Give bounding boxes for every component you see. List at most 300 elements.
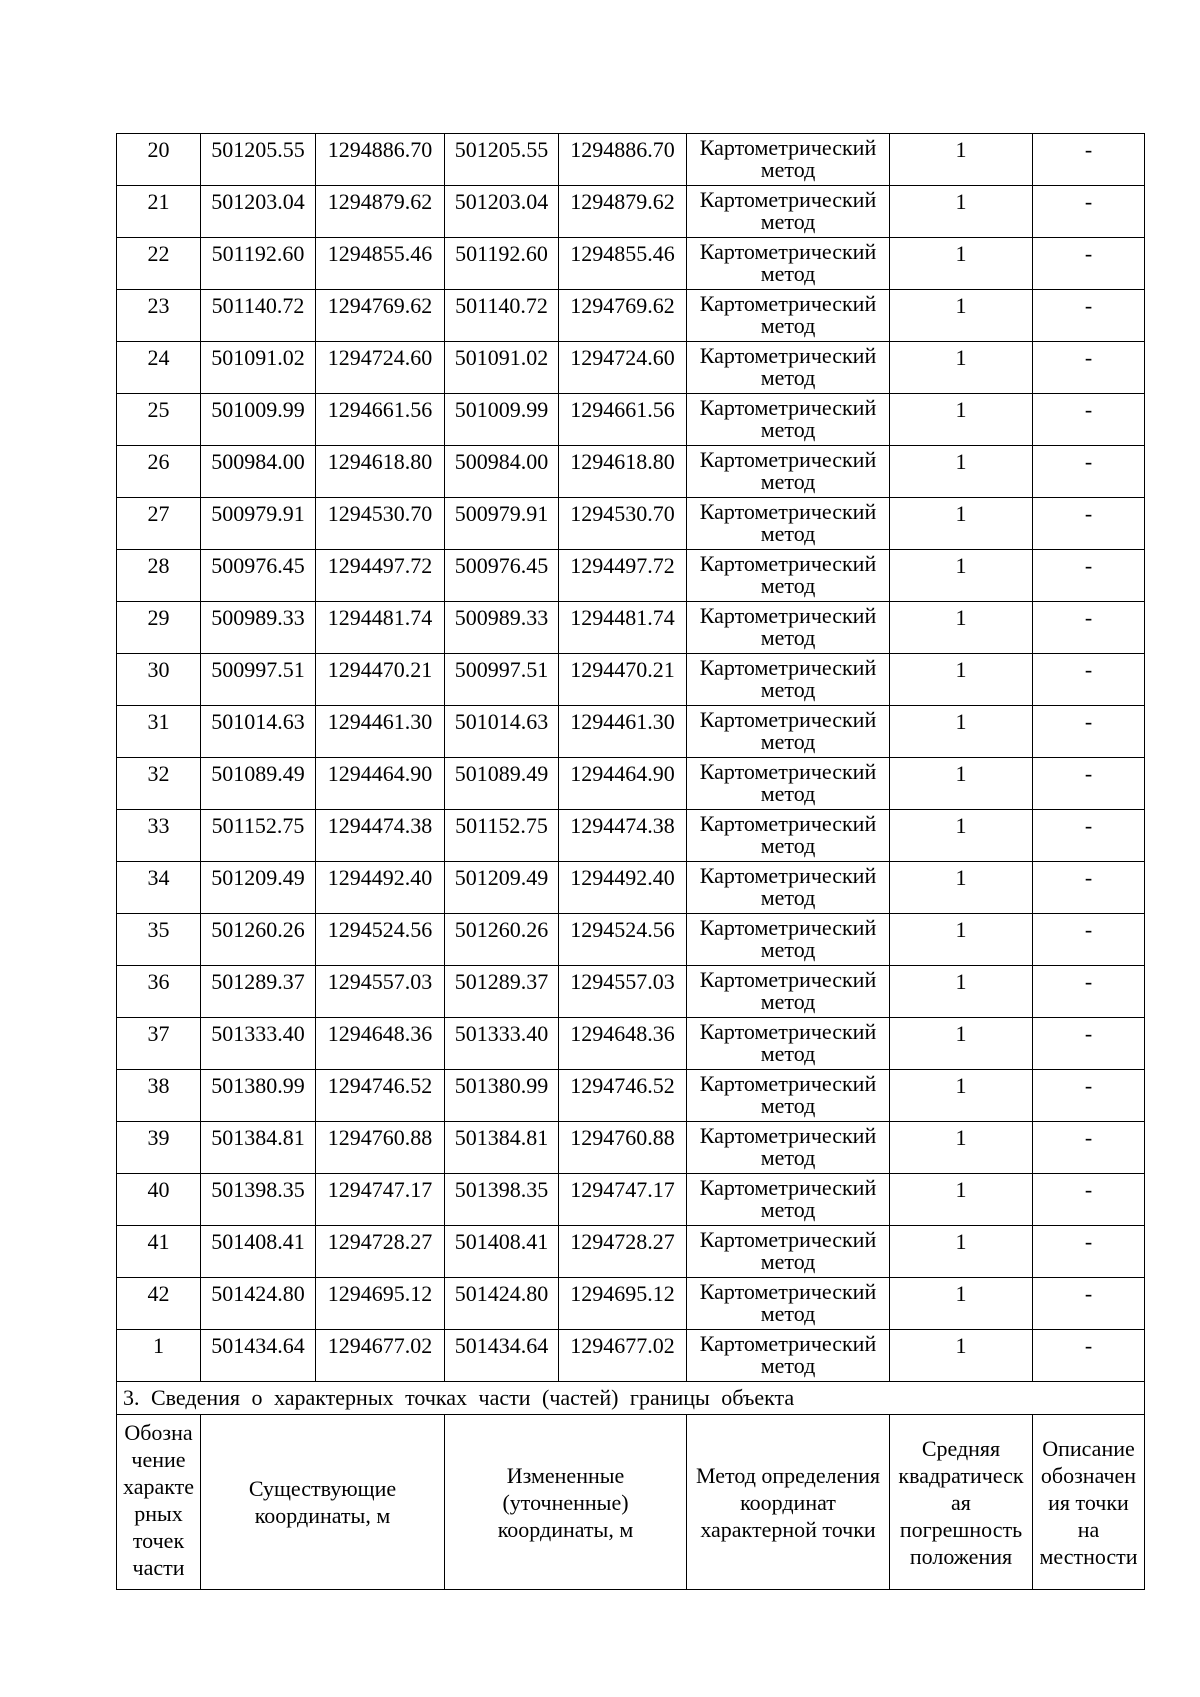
changed-x-cell-value: 501380.99 xyxy=(454,1073,549,1098)
header-line: ия точки xyxy=(1048,1489,1129,1515)
method-line-1: Картометрический xyxy=(699,447,877,472)
existing-y-cell xyxy=(316,706,445,758)
existing-y-cell-value: 1294618.80 xyxy=(327,449,433,474)
changed-y-cell xyxy=(559,394,687,446)
description-cell-value: - xyxy=(1084,189,1093,214)
changed-y-cell xyxy=(559,550,687,602)
existing-y-cell-value: 1294724.60 xyxy=(327,345,433,370)
changed-x-cell xyxy=(445,290,559,342)
existing-x-cell xyxy=(201,1174,316,1226)
existing-x-cell-value: 501203.04 xyxy=(211,189,305,214)
existing-x-cell-value: 500989.33 xyxy=(211,605,305,630)
point-number-cell xyxy=(117,758,201,810)
description-cell-value: - xyxy=(1084,553,1093,578)
method-line-1: Картометрический xyxy=(699,135,877,160)
point-number-cell xyxy=(117,654,201,706)
changed-x-cell xyxy=(445,1018,559,1070)
point-number-cell-value: 35 xyxy=(147,917,170,942)
changed-x-cell xyxy=(445,446,559,498)
header-mean-square-error xyxy=(890,1415,1033,1590)
existing-y-cell xyxy=(316,342,445,394)
mean-error-cell xyxy=(890,862,1033,914)
mean-error-cell-value: 1 xyxy=(955,449,967,474)
description-cell xyxy=(1033,1174,1145,1226)
method-line-2: метод xyxy=(760,261,816,286)
header-line: чение xyxy=(131,1447,186,1472)
changed-y-cell-value: 1294461.30 xyxy=(570,709,675,734)
description-cell-value: - xyxy=(1084,761,1093,786)
changed-x-cell xyxy=(445,1070,559,1122)
point-number-cell-value: 32 xyxy=(147,761,170,786)
mean-error-cell-value: 1 xyxy=(955,241,967,266)
mean-error-cell-value: 1 xyxy=(955,1281,967,1306)
description-cell xyxy=(1033,498,1145,550)
existing-x-cell xyxy=(201,1018,316,1070)
mean-error-cell xyxy=(890,602,1033,654)
description-cell-value: - xyxy=(1084,241,1093,266)
description-cell xyxy=(1033,1330,1145,1382)
existing-y-cell xyxy=(316,498,445,550)
changed-y-cell xyxy=(559,1226,687,1278)
existing-y-cell-value: 1294747.17 xyxy=(327,1177,433,1202)
changed-y-cell-value: 1294886.70 xyxy=(570,137,675,162)
header-line: характерной точки xyxy=(700,1516,876,1542)
changed-y-cell-value: 1294497.72 xyxy=(570,553,675,578)
description-cell xyxy=(1033,394,1145,446)
existing-y-cell xyxy=(316,1330,445,1382)
mean-error-cell xyxy=(890,394,1033,446)
changed-y-cell xyxy=(559,1330,687,1382)
method-line-2: метод xyxy=(760,1301,816,1326)
method-cell xyxy=(687,342,890,394)
header-line: точек xyxy=(132,1528,185,1553)
mean-error-cell-value: 1 xyxy=(955,969,967,994)
point-number-cell xyxy=(117,446,201,498)
description-cell-value: - xyxy=(1084,969,1093,994)
existing-y-cell-value: 1294760.88 xyxy=(327,1125,433,1150)
existing-y-cell xyxy=(316,914,445,966)
changed-x-cell xyxy=(445,914,559,966)
changed-y-cell xyxy=(559,134,687,186)
existing-x-cell xyxy=(201,1070,316,1122)
method-line-2: метод xyxy=(760,1093,816,1118)
changed-x-cell-value: 501209.49 xyxy=(454,865,549,890)
mean-error-cell-value: 1 xyxy=(955,397,967,422)
header-line: Существующие xyxy=(248,1476,397,1501)
method-line-2: метод xyxy=(760,937,816,962)
existing-x-cell xyxy=(201,654,316,706)
method-line-2: метод xyxy=(760,157,816,182)
mean-error-cell xyxy=(890,1122,1033,1174)
existing-x-cell-value: 501089.49 xyxy=(211,761,305,786)
existing-x-cell xyxy=(201,602,316,654)
description-cell xyxy=(1033,810,1145,862)
mean-error-cell-value: 1 xyxy=(955,553,967,578)
mean-error-cell xyxy=(890,498,1033,550)
existing-x-cell-value: 501434.64 xyxy=(211,1333,305,1358)
changed-y-cell-value: 1294492.40 xyxy=(570,865,675,890)
table-row xyxy=(117,758,1145,810)
header-point-designation xyxy=(117,1415,201,1590)
mean-error-cell xyxy=(890,1018,1033,1070)
method-line-1: Картометрический xyxy=(699,967,877,992)
changed-y-cell xyxy=(559,966,687,1018)
mean-error-cell xyxy=(890,914,1033,966)
point-number-cell xyxy=(117,1174,201,1226)
table-row xyxy=(117,394,1145,446)
table-row xyxy=(117,706,1145,758)
existing-y-cell xyxy=(316,550,445,602)
description-cell-value: - xyxy=(1084,137,1093,162)
point-number-cell-value: 39 xyxy=(147,1125,170,1150)
point-number-cell-value: 22 xyxy=(147,241,170,266)
changed-y-cell-value: 1294474.38 xyxy=(570,813,675,838)
existing-y-cell xyxy=(316,1174,445,1226)
method-cell xyxy=(687,1070,890,1122)
existing-x-cell-value: 501380.99 xyxy=(211,1073,305,1098)
changed-y-cell-value: 1294769.62 xyxy=(570,293,675,318)
changed-y-cell-value: 1294530.70 xyxy=(570,501,675,526)
header-row xyxy=(117,1415,1145,1590)
existing-x-cell-value: 501140.72 xyxy=(211,293,305,318)
changed-x-cell xyxy=(445,1122,559,1174)
table-row xyxy=(117,1018,1145,1070)
existing-y-cell xyxy=(316,1018,445,1070)
existing-y-cell xyxy=(316,862,445,914)
existing-y-cell-value: 1294661.56 xyxy=(327,397,433,422)
point-number-cell-value: 28 xyxy=(147,553,170,578)
changed-x-cell-value: 501091.02 xyxy=(454,345,549,370)
point-number-cell-value: 20 xyxy=(147,137,170,162)
method-cell xyxy=(687,1278,890,1330)
table-row xyxy=(117,1278,1145,1330)
changed-x-cell xyxy=(445,966,559,1018)
existing-y-cell xyxy=(316,446,445,498)
changed-y-cell xyxy=(559,602,687,654)
method-line-1: Картометрический xyxy=(699,187,877,212)
changed-y-cell xyxy=(559,1122,687,1174)
description-cell xyxy=(1033,1226,1145,1278)
header-line: Описание xyxy=(1042,1435,1135,1461)
method-line-2: метод xyxy=(760,573,816,598)
method-line-2: метод xyxy=(760,1249,816,1274)
header-line: Средняя xyxy=(921,1435,1001,1461)
table-row xyxy=(117,914,1145,966)
point-number-cell xyxy=(117,914,201,966)
changed-y-cell xyxy=(559,810,687,862)
changed-x-cell xyxy=(445,810,559,862)
description-cell-value: - xyxy=(1084,1281,1093,1306)
changed-y-cell-value: 1294618.80 xyxy=(570,449,675,474)
existing-x-cell xyxy=(201,550,316,602)
mean-error-cell-value: 1 xyxy=(955,761,967,786)
existing-y-cell-value: 1294648.36 xyxy=(327,1021,433,1046)
mean-error-cell-value: 1 xyxy=(955,501,967,526)
changed-y-cell-value: 1294648.36 xyxy=(570,1021,675,1046)
changed-x-cell xyxy=(445,1226,559,1278)
changed-x-cell-value: 501009.99 xyxy=(454,397,549,422)
description-cell xyxy=(1033,914,1145,966)
existing-y-cell-value: 1294461.30 xyxy=(327,709,433,734)
method-line-1: Картометрический xyxy=(699,1019,877,1044)
changed-x-cell-value: 501289.37 xyxy=(454,969,549,994)
existing-y-cell-value: 1294855.46 xyxy=(327,241,433,266)
changed-x-cell-value: 500997.51 xyxy=(454,657,549,682)
method-cell xyxy=(687,498,890,550)
existing-x-cell xyxy=(201,862,316,914)
header-point-description xyxy=(1033,1415,1145,1590)
header-line: погрешность xyxy=(899,1516,1023,1542)
changed-y-cell xyxy=(559,1070,687,1122)
changed-x-cell-value: 501205.55 xyxy=(454,137,549,162)
existing-y-cell xyxy=(316,1226,445,1278)
mean-error-cell-value: 1 xyxy=(955,137,967,162)
table-row xyxy=(117,1122,1145,1174)
method-cell xyxy=(687,394,890,446)
mean-error-cell xyxy=(890,1174,1033,1226)
mean-error-cell xyxy=(890,706,1033,758)
mean-error-cell xyxy=(890,1278,1033,1330)
existing-x-cell xyxy=(201,1278,316,1330)
description-cell xyxy=(1033,1070,1145,1122)
point-number-cell-value: 27 xyxy=(147,501,170,526)
existing-y-cell xyxy=(316,602,445,654)
method-cell xyxy=(687,862,890,914)
changed-y-cell xyxy=(559,342,687,394)
table-body xyxy=(117,134,1145,1382)
changed-y-cell-value: 1294747.17 xyxy=(570,1177,675,1202)
header-line: ая xyxy=(951,1489,971,1515)
changed-x-cell xyxy=(445,186,559,238)
existing-x-cell xyxy=(201,394,316,446)
point-number-cell xyxy=(117,394,201,446)
existing-x-cell xyxy=(201,966,316,1018)
changed-x-cell-value: 501408.41 xyxy=(454,1229,549,1254)
existing-x-cell xyxy=(201,290,316,342)
method-line-2: метод xyxy=(760,417,816,442)
point-number-cell-value: 42 xyxy=(147,1281,170,1306)
mean-error-cell-value: 1 xyxy=(955,657,967,682)
description-cell xyxy=(1033,1122,1145,1174)
table-row xyxy=(117,1330,1145,1382)
header-line: квадратическ xyxy=(898,1462,1024,1488)
mean-error-cell xyxy=(890,134,1033,186)
description-cell xyxy=(1033,342,1145,394)
existing-x-cell xyxy=(201,1122,316,1174)
existing-y-cell xyxy=(316,1278,445,1330)
header-line: обозначен xyxy=(1040,1462,1137,1488)
existing-y-cell-value: 1294746.52 xyxy=(327,1073,433,1098)
header-line: координаты, м xyxy=(254,1503,391,1528)
method-line-1: Картометрический xyxy=(699,655,877,680)
existing-y-cell-value: 1294886.70 xyxy=(327,137,433,162)
table-row xyxy=(117,1226,1145,1278)
method-line-1: Картометрический xyxy=(699,1227,877,1252)
table-row xyxy=(117,602,1145,654)
description-cell-value: - xyxy=(1084,709,1093,734)
existing-x-cell-value: 501424.80 xyxy=(211,1281,305,1306)
changed-y-cell xyxy=(559,1278,687,1330)
changed-x-cell xyxy=(445,550,559,602)
description-cell-value: - xyxy=(1084,865,1093,890)
description-cell xyxy=(1033,1278,1145,1330)
changed-x-cell-value: 501424.80 xyxy=(454,1281,549,1306)
existing-y-cell xyxy=(316,966,445,1018)
mean-error-cell xyxy=(890,446,1033,498)
changed-x-cell xyxy=(445,1330,559,1382)
table-row xyxy=(117,654,1145,706)
description-cell xyxy=(1033,758,1145,810)
method-cell xyxy=(687,654,890,706)
existing-y-cell xyxy=(316,1122,445,1174)
header-line: координат xyxy=(740,1489,836,1515)
method-cell xyxy=(687,238,890,290)
description-cell xyxy=(1033,186,1145,238)
point-number-cell xyxy=(117,1018,201,1070)
point-number-cell-value: 34 xyxy=(147,865,170,890)
description-cell-value: - xyxy=(1084,1073,1093,1098)
boundary-points-table xyxy=(116,133,1145,1590)
point-number-cell xyxy=(117,186,201,238)
existing-x-cell xyxy=(201,446,316,498)
description-cell xyxy=(1033,706,1145,758)
mean-error-cell-value: 1 xyxy=(955,709,967,734)
existing-y-cell-value: 1294677.02 xyxy=(327,1333,433,1358)
point-number-cell xyxy=(117,1226,201,1278)
description-cell-value: - xyxy=(1084,1125,1093,1150)
point-number-cell-value: 38 xyxy=(147,1073,170,1098)
table-row xyxy=(117,238,1145,290)
mean-error-cell xyxy=(890,758,1033,810)
table-row xyxy=(117,966,1145,1018)
description-cell xyxy=(1033,1018,1145,1070)
header-line: на xyxy=(1077,1516,1100,1542)
table-row xyxy=(117,134,1145,186)
changed-y-cell-value: 1294464.90 xyxy=(570,761,675,786)
method-line-2: метод xyxy=(760,469,816,494)
mean-error-cell xyxy=(890,238,1033,290)
point-number-cell xyxy=(117,1330,201,1382)
point-number-cell xyxy=(117,238,201,290)
method-line-2: метод xyxy=(760,989,816,1014)
header-line: (уточненные) xyxy=(502,1489,629,1515)
mean-error-cell xyxy=(890,1330,1033,1382)
changed-y-cell-value: 1294677.02 xyxy=(570,1333,675,1358)
changed-x-cell-value: 500976.45 xyxy=(454,553,549,578)
changed-y-cell-value: 1294481.74 xyxy=(570,605,675,630)
changed-x-cell xyxy=(445,862,559,914)
method-cell xyxy=(687,758,890,810)
method-line-2: метод xyxy=(760,833,816,858)
description-cell xyxy=(1033,134,1145,186)
existing-x-cell-value: 501333.40 xyxy=(211,1021,305,1046)
method-line-1: Картометрический xyxy=(699,1071,877,1096)
changed-x-cell xyxy=(445,238,559,290)
mean-error-cell-value: 1 xyxy=(955,813,967,838)
method-cell xyxy=(687,1122,890,1174)
header-line: Метод определения xyxy=(695,1462,881,1488)
point-number-cell xyxy=(117,134,201,186)
point-number-cell-value: 40 xyxy=(147,1177,170,1202)
changed-x-cell xyxy=(445,758,559,810)
changed-y-cell xyxy=(559,186,687,238)
method-line-2: метод xyxy=(760,1041,816,1066)
method-line-2: метод xyxy=(760,781,816,806)
changed-x-cell xyxy=(445,1174,559,1226)
changed-y-cell xyxy=(559,706,687,758)
existing-x-cell-value: 501192.60 xyxy=(211,241,305,266)
description-cell-value: - xyxy=(1084,293,1093,318)
method-line-2: метод xyxy=(760,729,816,754)
changed-y-cell-value: 1294746.52 xyxy=(570,1073,675,1098)
description-cell-value: - xyxy=(1084,917,1093,942)
changed-x-cell-value: 500979.91 xyxy=(454,501,549,526)
changed-y-cell-value: 1294879.62 xyxy=(570,189,675,214)
changed-x-cell-value: 501333.40 xyxy=(454,1021,549,1046)
table-row xyxy=(117,186,1145,238)
existing-y-cell xyxy=(316,810,445,862)
changed-x-cell-value: 501089.49 xyxy=(454,761,549,786)
existing-x-cell-value: 501209.49 xyxy=(211,865,305,890)
existing-x-cell-value: 501398.35 xyxy=(211,1177,305,1202)
point-number-cell xyxy=(117,1278,201,1330)
method-cell xyxy=(687,602,890,654)
point-number-cell xyxy=(117,862,201,914)
method-line-1: Картометрический xyxy=(699,291,877,316)
method-line-1: Картометрический xyxy=(699,863,877,888)
changed-x-cell xyxy=(445,602,559,654)
table-row xyxy=(117,862,1145,914)
header-line: положения xyxy=(909,1543,1013,1569)
existing-y-cell-value: 1294464.90 xyxy=(327,761,433,786)
existing-x-cell xyxy=(201,758,316,810)
method-cell xyxy=(687,810,890,862)
point-number-cell-value: 23 xyxy=(147,293,170,318)
changed-x-cell xyxy=(445,134,559,186)
method-line-2: метод xyxy=(760,1353,816,1378)
mean-error-cell-value: 1 xyxy=(955,1177,967,1202)
method-line-1: Картометрический xyxy=(699,707,877,732)
method-line-1: Картометрический xyxy=(699,1331,877,1356)
existing-x-cell xyxy=(201,238,316,290)
method-line-2: метод xyxy=(760,521,816,546)
changed-y-cell xyxy=(559,758,687,810)
mean-error-cell xyxy=(890,186,1033,238)
existing-x-cell xyxy=(201,498,316,550)
changed-y-cell-value: 1294728.27 xyxy=(570,1229,675,1254)
method-cell xyxy=(687,1174,890,1226)
existing-x-cell xyxy=(201,706,316,758)
mean-error-cell xyxy=(890,342,1033,394)
mean-error-cell-value: 1 xyxy=(955,1333,967,1358)
changed-y-cell-value: 1294470.21 xyxy=(570,657,675,682)
description-cell-value: - xyxy=(1084,397,1093,422)
existing-x-cell-value: 500979.91 xyxy=(211,501,305,526)
method-line-2: метод xyxy=(760,625,816,650)
existing-x-cell-value: 501260.26 xyxy=(211,917,305,942)
existing-x-cell-value: 500976.45 xyxy=(211,553,305,578)
changed-y-cell xyxy=(559,862,687,914)
method-cell xyxy=(687,706,890,758)
changed-x-cell-value: 501014.63 xyxy=(454,709,549,734)
point-number-cell-value: 41 xyxy=(147,1229,170,1254)
changed-x-cell xyxy=(445,394,559,446)
method-line-1: Картометрический xyxy=(699,1175,877,1200)
existing-y-cell-value: 1294728.27 xyxy=(327,1229,433,1254)
description-cell xyxy=(1033,238,1145,290)
existing-x-cell-value: 501205.55 xyxy=(211,137,305,162)
description-cell-value: - xyxy=(1084,605,1093,630)
